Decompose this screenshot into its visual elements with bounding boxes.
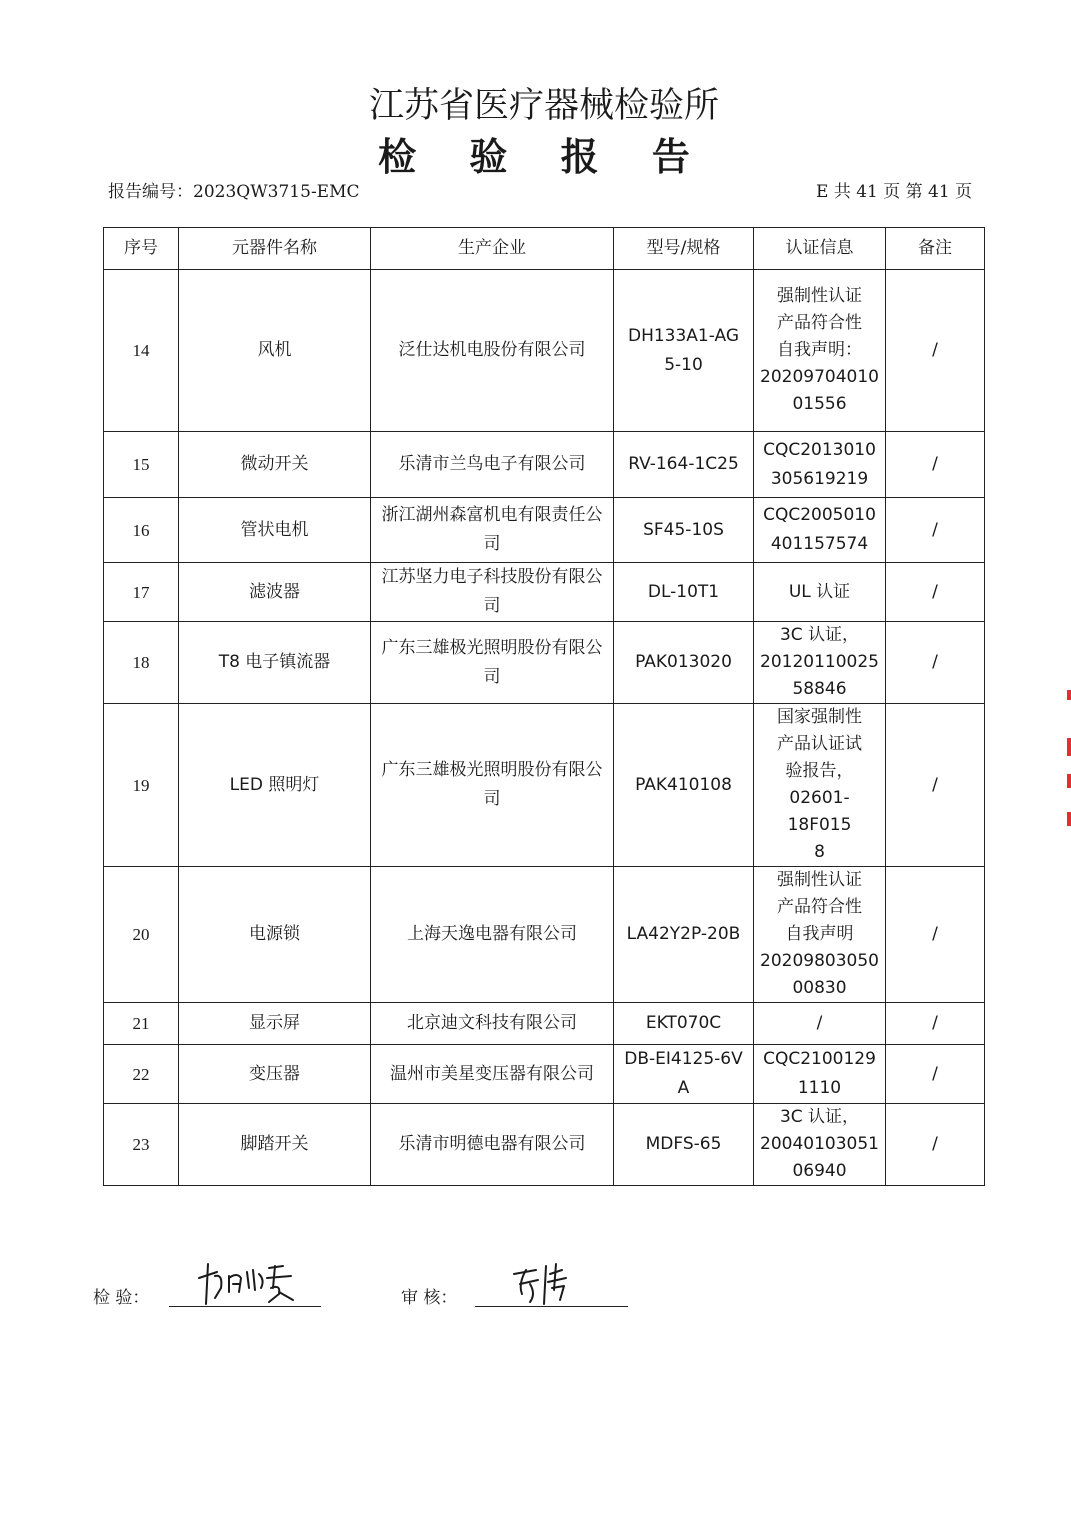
cell-model-line: A	[677, 1078, 690, 1098]
table-header-row	[104, 228, 985, 270]
cell-model-line: LA42Y2P-20B	[626, 924, 741, 944]
cell-note: /	[886, 867, 985, 1003]
table-row	[104, 1003, 985, 1045]
cell-note: /	[886, 498, 985, 563]
report-number-value: 2023QW3715-EMC	[193, 182, 360, 202]
cell-cert-line: 产品符合性	[777, 313, 862, 333]
cell-maker: 泛仕达机电股份有限公司	[371, 270, 614, 432]
table-body	[104, 270, 985, 1186]
col-header-name: 元器件名称	[179, 228, 371, 270]
page-info: E 共 41 页 第 41 页	[816, 182, 973, 202]
cell-model	[614, 704, 754, 867]
cell-model	[614, 1104, 754, 1186]
cell-model	[614, 563, 754, 622]
cell-maker: 广东三雄极光照明股份有限公司	[371, 622, 614, 704]
cell-no: 19	[104, 704, 179, 867]
edge-stamp-mark	[1067, 690, 1071, 700]
cell-note: /	[886, 432, 985, 498]
cell-cert-line: 自我声明：	[777, 340, 862, 360]
cell-cert-line: 401157574	[770, 534, 869, 554]
cell-cert-line: CQC2100129	[763, 1049, 876, 1069]
edge-stamp-mark	[1067, 774, 1071, 788]
cell-cert-line: 3C 认证，	[779, 625, 860, 645]
cell-cert-line: CQC2005010	[763, 505, 876, 525]
col-header-note: 备注	[886, 228, 985, 270]
cell-cert	[754, 622, 886, 704]
table-row	[104, 432, 985, 498]
cell-maker: 浙江湖州森富机电有限责任公司	[371, 498, 614, 563]
cell-no: 20	[104, 867, 179, 1003]
report-number-label: 报告编号：	[108, 182, 193, 202]
cell-no: 16	[104, 498, 179, 563]
cell-no: 23	[104, 1104, 179, 1186]
cell-maker: 江苏坚力电子科技股份有限公司	[371, 563, 614, 622]
cell-cert-line: 产品认证试	[777, 734, 862, 754]
components-table	[103, 227, 985, 1186]
cell-note: /	[886, 704, 985, 867]
cell-cert-line: 58846	[792, 679, 847, 699]
cell-maker: 温州市美星变压器有限公司	[371, 1045, 614, 1104]
cell-cert-line: CQC2013010	[763, 439, 876, 460]
cell-cert-line: 305619219	[770, 468, 869, 489]
cell-no: 21	[104, 1003, 179, 1045]
table-row	[104, 1045, 985, 1104]
cell-cert	[754, 1003, 886, 1045]
cell-note: /	[886, 1104, 985, 1186]
cell-no: 14	[104, 270, 179, 432]
cell-name: LED 照明灯	[179, 704, 371, 867]
cell-name: 风机	[179, 270, 371, 432]
cell-maker: 乐清市兰鸟电子有限公司	[371, 432, 614, 498]
institute-title: 江苏省医疗器械检验所	[368, 86, 719, 126]
cell-model	[614, 867, 754, 1003]
table-row	[104, 704, 985, 867]
cell-name: 脚踏开关	[179, 1104, 371, 1186]
cell-maker: 北京迪文科技有限公司	[371, 1003, 614, 1045]
cell-no: 18	[104, 622, 179, 704]
cell-cert-line: 强制性认证	[777, 286, 862, 306]
report-title: 检 验 报 告	[378, 134, 710, 179]
cell-name: 电源锁	[179, 867, 371, 1003]
col-header-maker: 生产企业	[371, 228, 614, 270]
cell-cert-line: 06940	[792, 1161, 847, 1181]
cell-cert-line: 产品符合性	[777, 897, 862, 917]
cell-cert	[754, 270, 886, 432]
reviewer-signature-image	[510, 1260, 580, 1308]
reviewer-label: 审 核：	[401, 1288, 458, 1308]
cell-model-line: RV-164-1C25	[628, 454, 739, 474]
cell-model-line: 5-10	[664, 354, 703, 375]
edge-stamp-mark	[1067, 812, 1071, 826]
cell-cert-line: 3C 认证，	[779, 1107, 860, 1127]
cell-cert-line: 20209704010	[760, 367, 879, 387]
cell-cert-line: 20209803050	[760, 951, 879, 971]
cell-cert	[754, 867, 886, 1003]
cell-cert	[754, 704, 886, 867]
table-row	[104, 270, 985, 432]
inspector-label: 检 验：	[93, 1288, 150, 1308]
cell-cert-line: 00830	[792, 978, 847, 998]
cell-name: 管状电机	[179, 498, 371, 563]
cell-cert-line: 01556	[792, 394, 847, 414]
cell-cert	[754, 498, 886, 563]
cell-name: 滤波器	[179, 563, 371, 622]
cell-cert	[754, 1045, 886, 1104]
cell-cert-line: 验报告，	[785, 761, 854, 781]
cell-model-line: PAK410108	[635, 774, 732, 795]
cell-model-line: DL-10T1	[647, 581, 720, 602]
col-header-model: 型号/规格	[614, 228, 754, 270]
cell-model-line: MDFS-65	[645, 1134, 722, 1154]
cell-note: /	[886, 1003, 985, 1045]
table-row	[104, 622, 985, 704]
cell-maker: 广东三雄极光照明股份有限公司	[371, 704, 614, 867]
cell-model-line: PAK013020	[635, 652, 732, 672]
cell-no: 15	[104, 432, 179, 498]
cell-model	[614, 432, 754, 498]
cell-model	[614, 1045, 754, 1104]
cell-cert-line: 自我声明	[785, 924, 854, 944]
cell-note: /	[886, 563, 985, 622]
cell-note: /	[886, 270, 985, 432]
cell-cert-line: UL 认证	[788, 581, 851, 602]
cell-maker: 乐清市明德电器有限公司	[371, 1104, 614, 1186]
cell-maker: 上海天逸电器有限公司	[371, 867, 614, 1003]
table-row	[104, 1104, 985, 1186]
cell-cert-line: 02601-18F015	[787, 788, 852, 835]
cell-cert-line: 国家强制性	[777, 707, 862, 727]
cell-cert-line: 20040103051	[760, 1134, 879, 1154]
cell-model	[614, 270, 754, 432]
cell-cert-line: 1110	[797, 1078, 842, 1098]
cell-cert	[754, 432, 886, 498]
cell-cert-line: /	[816, 1013, 823, 1033]
cell-name: 微动开关	[179, 432, 371, 498]
cell-model	[614, 498, 754, 563]
cell-note: /	[886, 1045, 985, 1104]
cell-name: 变压器	[179, 1045, 371, 1104]
cell-model	[614, 1003, 754, 1045]
table-row	[104, 867, 985, 1003]
cell-name: 显示屏	[179, 1003, 371, 1045]
col-header-no: 序号	[104, 228, 179, 270]
cell-model-line: SF45-10S	[643, 519, 724, 540]
cell-note: /	[886, 622, 985, 704]
inspector-signature-image	[195, 1258, 300, 1310]
edge-stamp-mark	[1067, 738, 1071, 756]
cell-cert	[754, 563, 886, 622]
cell-no: 22	[104, 1045, 179, 1104]
cell-model-line: DB-EI4125-6V	[624, 1049, 743, 1069]
cell-cert-line: 20120110025	[760, 652, 879, 672]
cell-cert-line: 强制性认证	[777, 870, 862, 890]
table-row	[104, 498, 985, 563]
cell-cert-line: 8	[814, 842, 825, 862]
cell-model-line: DH133A1-AG	[627, 325, 740, 346]
cell-no: 17	[104, 563, 179, 622]
cell-model	[614, 622, 754, 704]
report-number	[108, 177, 360, 202]
table-row	[104, 563, 985, 622]
cell-model-line: EKT070C	[645, 1013, 722, 1033]
col-header-cert: 认证信息	[754, 228, 886, 270]
cell-name: T8 电子镇流器	[179, 622, 371, 704]
cell-cert	[754, 1104, 886, 1186]
